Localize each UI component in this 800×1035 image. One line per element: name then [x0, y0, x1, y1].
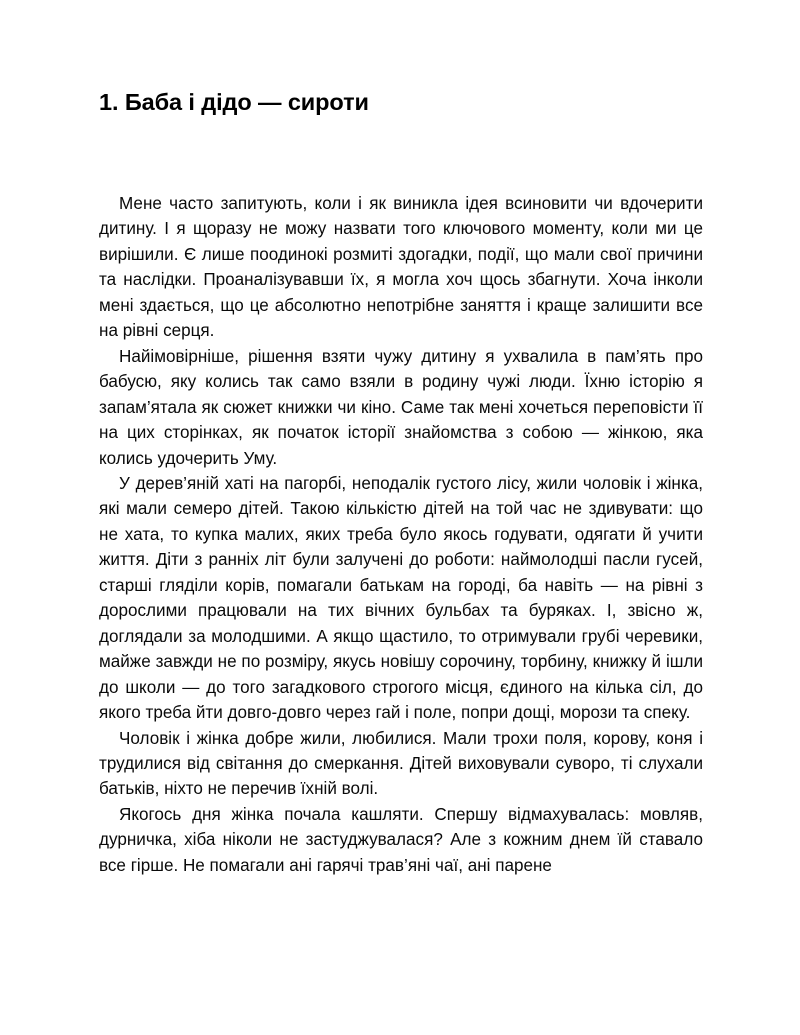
page-content — [99, 0, 703, 878]
paragraph: Якогось дня жінка почала кашляти. Спершу відмахувалась: мовляв, дурничка, хіба ніколи не застуджувалася? Але з кожним днем їй ставало все гірше. Не помагали ані гарячі трав’яні чаї, ані парене — [99, 804, 703, 875]
body-text — [99, 191, 703, 878]
paragraph: Чоловік і жінка добре жили, любилися. Мали трохи поля, корову, коня і трудилися від світання до смеркання. Дітей виховували суворо, ті слухали батьків, ніхто не перечив їхній волі. — [99, 728, 703, 799]
paragraph: Найімовірніше, рішення взяти чужу дитину я ухвалила в пам’ять про бабусю, яку колись так само взяли в родину чужі люди. Їхню історію я запам’ятала як сюжет книжки чи кіно. Саме так мені хочеться переповісти її на цих сторінках, як початок історії знайомства з собою — жінкою, яка колись удочерить Уму. — [99, 346, 703, 468]
paragraph: Мене часто запитують, коли і як виникла ідея всиновити чи вдочерити дитину. І я щоразу не можу назвати того ключового моменту, коли ми це вирішили. Є лише поодинокі розмиті здогадки, події, що мали свої причини та наслідки. Проаналізувавши їх, я могла хоч щось збагнути. Хоча інколи мені здається, що це абсолютно непотрібне заняття і краще залишити все на рівні серця. — [99, 194, 703, 341]
chapter-heading: 1. Баба і дідо — сироти — [99, 89, 369, 115]
paragraph: У дерев’яній хаті на пагорбі, неподалік густого лісу, жили чоловік і жінка, які мали семеро дітей. Такою кількістю дітей на той час не здивувати: що не хата, то купка малих, яких треба було якось годувати, одягати й учити життя. Діти з ранніх літ були залучені до роботи: наймолодші пасли гусей, старші гляділи корів, помагали батькам на городі, ба навіть — на рівні з дорослими працювали на тих вічних бульбах та буряках. І, звісно ж, доглядали за молодшими. А якщо щастило, то отримували грубі черевики, майже завжди не по розміру, якусь новішу сорочину, торбину, книжку й ішли до школи — до того загадкового строгого місця, єдиного на кілька сіл, до якого треба йти довго-довго через гай і поле, попри дощі, морози та спеку. — [99, 473, 703, 723]
